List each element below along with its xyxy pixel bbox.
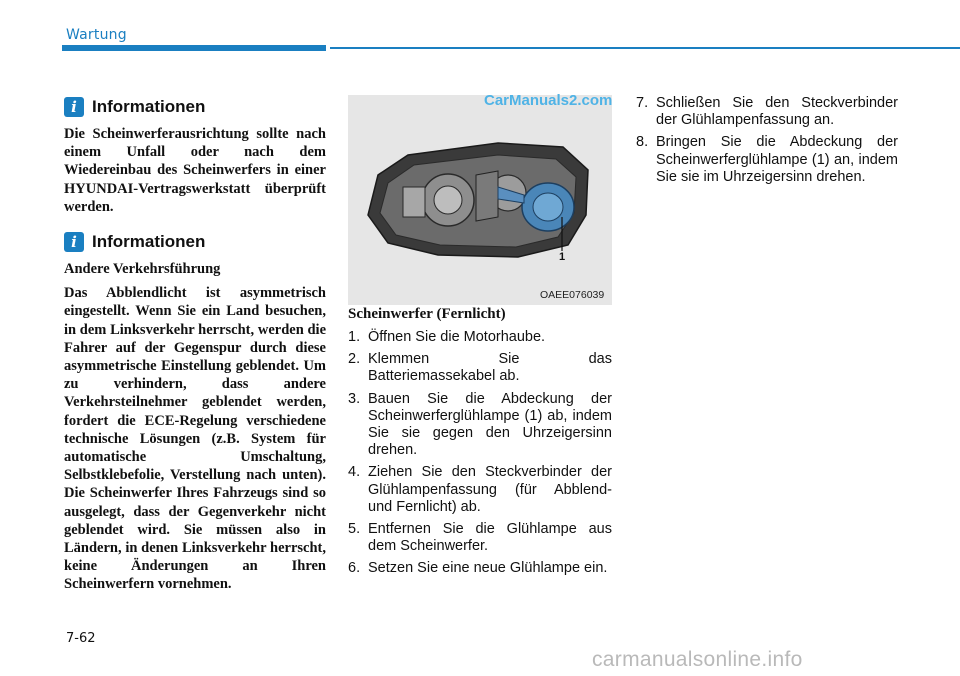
footer-watermark: carmanualsonline.info (592, 648, 803, 671)
figure-code: OAEE076039 (540, 289, 605, 301)
procedure-heading: Scheinwerfer (Fernlicht) (348, 306, 506, 322)
info-header-2 (64, 230, 326, 254)
list-item: 3. Bauen Sie die Abdeckung der Scheinwerferglühlampe (1) ab, indem Sie sie gegen den Uhrzeigersinn drehen. (348, 390, 612, 459)
page-number: 7-62 (66, 631, 96, 646)
info-title-2: Informationen (92, 232, 206, 252)
list-item: 1. Öffnen Sie die Motorhaube. (348, 329, 546, 345)
left-column (64, 95, 326, 604)
list-item: 5. Entfernen Sie die Glühlampe aus dem Scheinwerfer. (348, 521, 612, 555)
middle-column (348, 306, 612, 583)
section-title: Wartung (66, 27, 127, 43)
steps-list-middle (348, 329, 612, 578)
list-item: 7. Schließen Sie den Steckverbinder der Glühlampenfassung an. (636, 95, 898, 129)
info-body-1: Die Scheinwerferausrichtung sollte nach einem Unfall oder nach dem Wiedereinbau des Scheinwerfers in einer HYUNDAI-Vertragswerkstatt überprüft werden. (64, 126, 326, 215)
info-subtitle-2: Andere Verkehrsführung (64, 261, 221, 278)
headlamp-figure (348, 95, 612, 305)
list-item: 2. Klemmen Sie das Batteriemassekabel ab. (348, 351, 612, 385)
right-column (636, 95, 898, 191)
info-icon: i (64, 97, 84, 117)
callout-number: 1 (559, 251, 566, 263)
list-item: 6. Setzen Sie eine neue Glühlampe ein. (348, 560, 608, 577)
headlamp-illustration (348, 95, 612, 305)
info-title-1: Informationen (92, 97, 206, 116)
header-bar-thick (62, 45, 326, 51)
info-header-1 (64, 95, 326, 119)
header-bar-thin (330, 47, 960, 49)
figure-watermark: CarManuals2.com (484, 92, 613, 109)
info-icon: i (64, 232, 84, 252)
list-item: 4. Ziehen Sie den Steckverbinder der Glühlampenfassung (für Abblend- und Fernlicht) ab. (348, 464, 612, 515)
steps-list-right (636, 95, 898, 186)
list-item: 8. Bringen Sie die Abdeckung der Scheinwerferglühlampe (1) an, indem Sie sie im Uhrzeigersinn drehen. (636, 134, 898, 185)
info-body-2: Das Abblendlicht ist asymmetrisch eingestellt. Wenn Sie ein Land besuchen, in dem Linksverkehr herrscht, werden die Fahrer auf der Gegenspur durch diese asymmetrische Einstellung geblendet. Um zu verhindern, dass andere Verkehrsteilnehmer geblendet werden, fordert die ECE-Regelung verschiedene technische Lösungen (z.B. System für automatische Umschaltung, Selbstklebefolie, Verstellung nach unten). Die Scheinwerfer Ihres Fahrzeugs sind so ausgelegt, dass der Gegenverkehr nicht geblendet wird. Sie müssen also in Ländern, in denen Linksverkehr herrscht, keine Änderungen an Ihren Scheinwerfern vornehmen. (64, 285, 326, 593)
